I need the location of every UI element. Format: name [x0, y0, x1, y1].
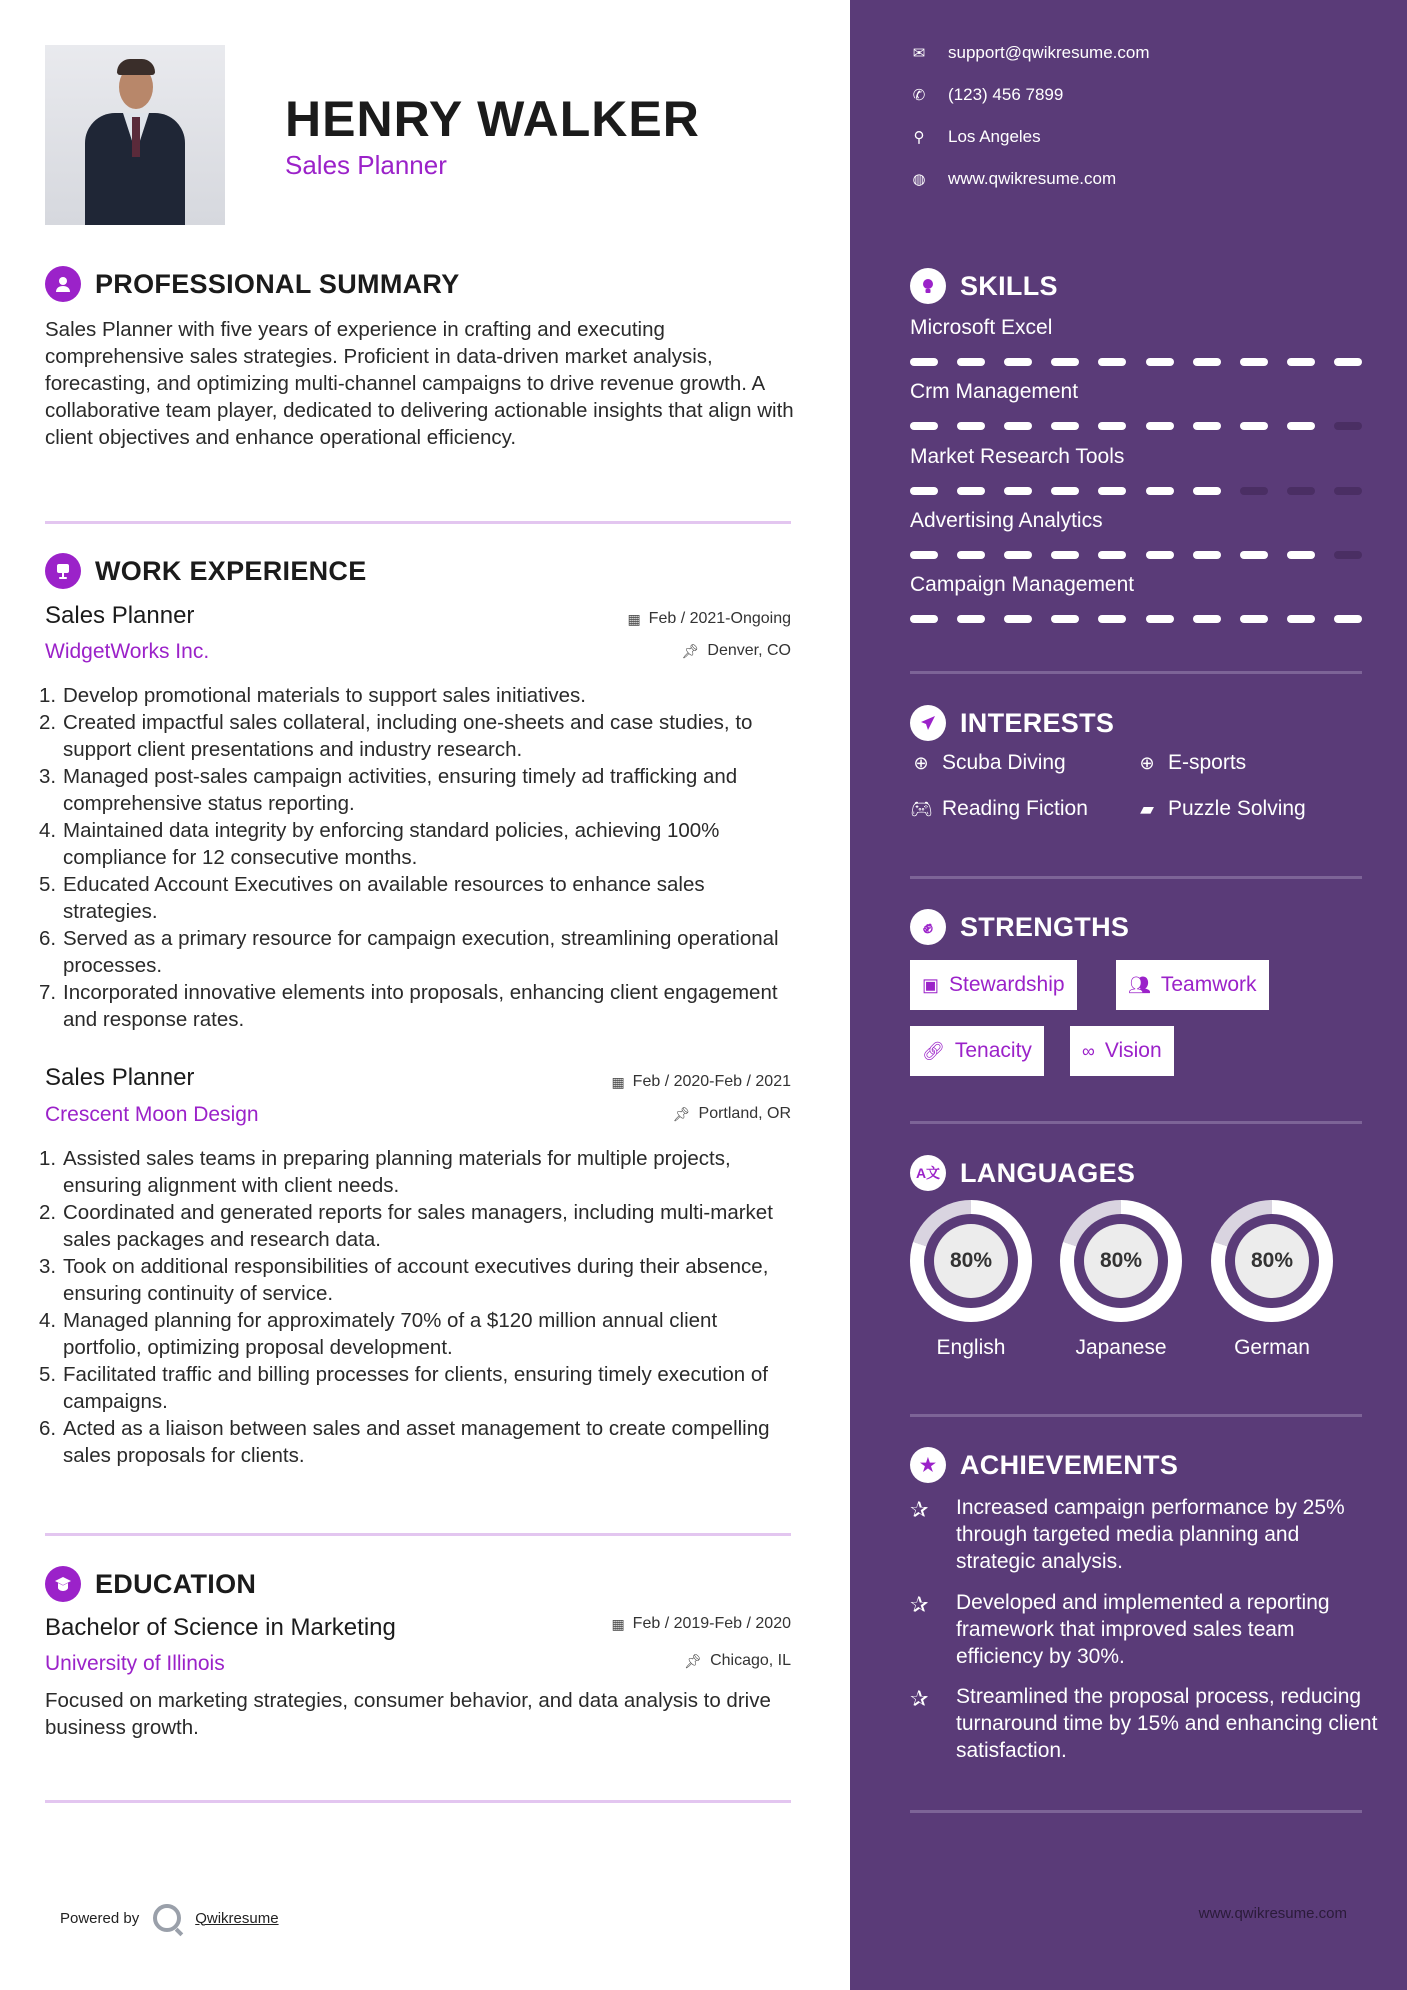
skill-dot: [1287, 487, 1315, 495]
divider: [910, 1810, 1362, 1813]
qwikresume-logo-icon: [153, 1904, 181, 1932]
skill-dot: [1146, 358, 1174, 366]
skill-level-bar: [910, 487, 1362, 495]
fist-icon: ✊︎: [910, 909, 946, 945]
list-item: 3. Managed post-sales campaign activities, ensuring timely ad trafficking and comprehensive status reporting.: [39, 765, 738, 815]
strengths-heading: ✊︎ STRENGTHS: [910, 909, 1129, 945]
skill-level-bar: [910, 358, 1362, 366]
lifebuoy-icon: ⊕: [913, 752, 929, 773]
interest-item: ▰ Puzzle Solving: [1136, 797, 1306, 821]
school-name: University of Illinois: [45, 1652, 225, 1675]
skill-dot: [957, 615, 985, 623]
list-item: 7. Incorporated innovative elements into proposals, enhancing client engagement and response rates.: [39, 981, 778, 1031]
star-icon: ★: [910, 1447, 946, 1483]
list-item: 6. Acted as a liaison between sales and asset management to create compelling sales proposals for clients.: [39, 1417, 770, 1467]
skill-dot: [957, 358, 985, 366]
skill-dot: [1051, 551, 1079, 559]
job-bullets: [39, 1145, 795, 1469]
list-item: 5. Educated Account Executives on available resources to enhance sales strategies.: [39, 873, 705, 923]
list-item: 2. Created impactful sales collateral, including one-sheets and case studies, to support client presentations and industry research.: [39, 711, 753, 761]
interest-item: 🎮︎ Reading Fiction: [910, 797, 1088, 820]
skill-dot: [1193, 551, 1221, 559]
skill-dot: [1098, 551, 1126, 559]
skill-dot: [1240, 422, 1268, 430]
skill-dot: [1334, 487, 1362, 495]
strength-chip: 🔗︎ Tenacity: [910, 1026, 1044, 1076]
skill-dot: [1098, 422, 1126, 430]
skill-dot: [910, 615, 938, 623]
education-location: 📌︎ Chicago, IL: [684, 1652, 791, 1669]
strength-chip: ∞ Vision: [1070, 1026, 1174, 1076]
skill-dot: [957, 551, 985, 559]
skill-dot: [1004, 551, 1032, 559]
skill-dot: [1146, 615, 1174, 623]
language-item: 80% Japanese: [1060, 1200, 1182, 1360]
interests-heading: INTERESTS: [910, 705, 1114, 741]
calendar-icon: ▦: [611, 1073, 625, 1090]
skill-dot: [1004, 422, 1032, 430]
skill-dot: [910, 487, 938, 495]
profile-photo: [45, 45, 225, 225]
summary-text: Sales Planner with five years of experience in crafting and executing comprehensive sales strategies. Proficient in data-driven market analysis, forecasting, and optimizing multi-channel campaigns to drive revenue growth. A collaborative team player, dedicated to delivering actionable insights that align with client objectives and enhance operational efficiency.: [45, 318, 794, 449]
contact-email[interactable]: ✉ support@qwikresume.com: [910, 43, 1150, 63]
job-date: ▦ Feb / 2021-Ongoing: [627, 610, 791, 627]
skill-dot: [1193, 422, 1221, 430]
skill-dot: [1193, 615, 1221, 623]
skill-dot: [1051, 422, 1079, 430]
skill-dot: [957, 422, 985, 430]
skill-dot: [1287, 358, 1315, 366]
pin-icon: 📌︎: [681, 642, 700, 659]
job-title: Sales Planner: [45, 602, 195, 629]
achievement-item: ✰ Streamlined the proposal process, reducing turnaround time by 15% and enhancing client satisfaction.: [910, 1685, 1378, 1762]
education-heading: EDUCATION: [45, 1566, 256, 1602]
skill-dot: [1004, 487, 1032, 495]
skill-dot: [1334, 615, 1362, 623]
lifebuoy-icon: ⊕: [1139, 752, 1155, 773]
achievement-item: ✰ Developed and implemented a reporting framework that improved sales team efficiency by 30%.: [910, 1591, 1330, 1668]
users-icon: 👥︎: [1128, 974, 1151, 995]
language-item: 80% English: [910, 1200, 1032, 1360]
contact-location: ⚲ Los Angeles: [910, 127, 1041, 147]
envelope-icon: ✉: [912, 45, 926, 62]
job-company: WidgetWorks Inc.: [45, 640, 210, 663]
briefcase-icon: [45, 553, 81, 589]
skill-name: Advertising Analytics: [910, 509, 1103, 532]
skill-dot: [1051, 615, 1079, 623]
contact-phone[interactable]: ✆ (123) 456 7899: [910, 85, 1063, 105]
job-title: Sales Planner: [45, 1064, 195, 1091]
skill-dot: [1240, 615, 1268, 623]
skill-dot: [1287, 551, 1315, 559]
language-item: 80% German: [1211, 1200, 1333, 1360]
sidebar: [850, 0, 1407, 1990]
list-item: 1. Assisted sales teams in preparing planning materials for multiple projects, ensuring alignment with client needs.: [39, 1147, 731, 1197]
interest-item: ⊕ Scuba Diving: [910, 751, 1066, 775]
skill-dot: [1004, 615, 1032, 623]
skills-heading: SKILLS: [910, 268, 1058, 304]
skill-dot: [910, 551, 938, 559]
skill-name: Market Research Tools: [910, 445, 1125, 468]
skill-dot: [1287, 615, 1315, 623]
skill-dot: [1098, 487, 1126, 495]
job-location: 📌︎ Portland, OR: [672, 1105, 791, 1122]
divider: [45, 521, 791, 524]
candidate-name: HENRY WALKER: [285, 91, 700, 147]
skill-dot: [1004, 358, 1032, 366]
skill-level-bar: [910, 615, 1362, 623]
star-icon: ✰: [910, 1592, 929, 1617]
summary-heading: PROFESSIONAL SUMMARY: [45, 266, 460, 302]
experience-heading: WORK EXPERIENCE: [45, 553, 367, 589]
skill-name: Campaign Management: [910, 573, 1135, 596]
list-item: 4. Managed planning for approximately 70% of a $120 million annual client portfolio, optimizing proposal development.: [39, 1309, 718, 1359]
skill-dot: [1334, 358, 1362, 366]
job-location: 📌︎ Denver, CO: [681, 642, 791, 659]
skill-name: Microsoft Excel: [910, 316, 1053, 339]
skill-dot: [1051, 358, 1079, 366]
achievement-item: ✰ Increased campaign performance by 25% through targeted media planning and strategic analysis.: [910, 1496, 1345, 1573]
list-item: 6. Served as a primary resource for campaign execution, streamlining operational processes.: [39, 927, 779, 977]
skill-dot: [1334, 551, 1362, 559]
list-item: 2. Coordinated and generated reports for sales managers, including multi-market sales packages and research data.: [39, 1201, 773, 1251]
graduation-icon: [45, 1566, 81, 1602]
divider: [910, 671, 1362, 674]
link-icon: 🔗︎: [922, 1040, 945, 1061]
skill-level-bar: [910, 422, 1362, 430]
pin-icon: 📌︎: [672, 1105, 691, 1122]
skill-dot: [1098, 358, 1126, 366]
strength-chip: ▣ Stewardship: [910, 960, 1077, 1010]
divider: [910, 876, 1362, 879]
star-icon: ✰: [910, 1497, 929, 1522]
job-date: ▦ Feb / 2020-Feb / 2021: [611, 1073, 791, 1090]
skill-name: Crm Management: [910, 380, 1079, 403]
skill-dot: [1240, 358, 1268, 366]
languages-heading: A文 LANGUAGES: [910, 1155, 1135, 1191]
pin-icon: 📌︎: [684, 1652, 703, 1669]
powered-by: Powered by Qwikresume: [60, 1904, 279, 1932]
language-ring: 80%: [910, 1200, 1032, 1322]
achievements-heading: ★ ACHIEVEMENTS: [910, 1447, 1178, 1483]
skill-dot: [1146, 422, 1174, 430]
language-ring: 80%: [1060, 1200, 1182, 1322]
strength-chip: 👥︎ Teamwork: [1116, 960, 1269, 1010]
list-item: 4. Maintained data integrity by enforcing standard policies, achieving 100% compliance for 12 consecutive months.: [39, 819, 720, 869]
paper-plane-icon: [910, 705, 946, 741]
book-icon: ▰: [1140, 798, 1154, 819]
skill-dot: [1287, 422, 1315, 430]
briefcase-icon: ▣: [922, 974, 940, 995]
divider: [45, 1533, 791, 1536]
calendar-icon: ▦: [611, 1615, 625, 1632]
star-icon: ✰: [910, 1686, 929, 1711]
divider: [910, 1414, 1362, 1417]
skill-dot: [1051, 487, 1079, 495]
skill-dot: [910, 358, 938, 366]
divider: [910, 1121, 1362, 1124]
globe-icon: ◍: [912, 171, 926, 188]
user-icon: [45, 266, 81, 302]
calendar-icon: ▦: [627, 610, 641, 627]
lightbulb-icon: [910, 268, 946, 304]
skill-dot: [1193, 358, 1221, 366]
list-item: 1. Develop promotional materials to support sales initiatives.: [39, 684, 587, 707]
list-item: 3. Took on additional responsibilities of account executives during their absence, ensuring continuity of service.: [39, 1255, 769, 1305]
skill-dot: [957, 487, 985, 495]
job-company: Crescent Moon Design: [45, 1103, 259, 1126]
skill-dot: [1334, 422, 1362, 430]
map-marker-icon: ⚲: [913, 129, 925, 146]
skill-dot: [1193, 487, 1221, 495]
binoculars-icon: ∞: [1082, 1040, 1095, 1061]
education-date: ▦ Feb / 2019-Feb / 2020: [611, 1615, 791, 1632]
footer-website[interactable]: www.qwikresume.com: [1198, 1905, 1347, 1922]
skill-dot: [1146, 487, 1174, 495]
skill-dot: [910, 422, 938, 430]
language-icon: A文: [910, 1155, 946, 1191]
skill-dot: [1240, 551, 1268, 559]
job-bullets: [39, 682, 795, 1033]
qwikresume-link[interactable]: Qwikresume: [195, 1909, 279, 1927]
skill-level-bar: [910, 551, 1362, 559]
skill-dot: [1146, 551, 1174, 559]
skill-dot: [1240, 487, 1268, 495]
contact-website[interactable]: ◍ www.qwikresume.com: [910, 169, 1116, 189]
interest-item: ⊕ E-sports: [1136, 751, 1246, 775]
gamepad-icon: 🎮︎: [910, 798, 933, 819]
degree-title: Bachelor of Science in Marketing: [45, 1614, 396, 1641]
list-item: 5. Facilitated traffic and billing processes for clients, ensuring timely execution of campaigns.: [39, 1363, 768, 1413]
skill-dot: [1098, 615, 1126, 623]
language-ring: 80%: [1211, 1200, 1333, 1322]
phone-icon: ✆: [912, 87, 926, 104]
candidate-role: Sales Planner: [285, 150, 447, 180]
education-text: Focused on marketing strategies, consumer behavior, and data analysis to drive business growth.: [45, 1689, 771, 1739]
divider: [45, 1800, 791, 1803]
